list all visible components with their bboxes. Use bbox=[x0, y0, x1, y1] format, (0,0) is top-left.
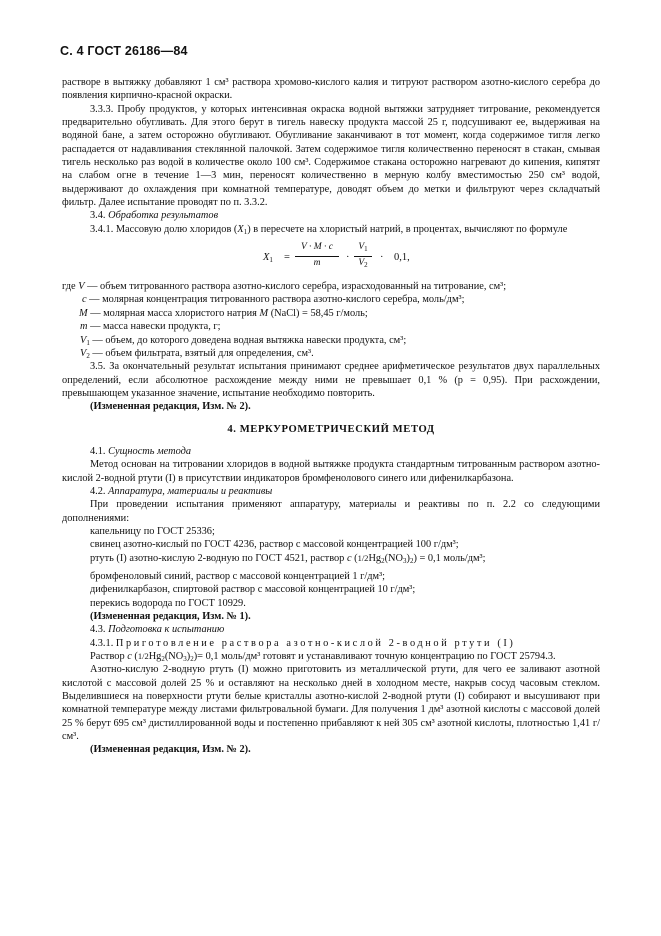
paragraph-3-3-3: 3.3.3. Пробу продуктов, у которых интенсивная окраска водной вытяжки затрудняет титрование, рекомендуется предварительно обугливать. Для этого берут в тигель навеску продукта массой 25 г, подсушивают ее, выдерживая на водяной бане, а затем осторожно обугливают. Обугливание заканчивают в тот момент, когда содержимое тигля легко распадается от надавливания стеклянной палочкой. Затем содержимое тигля количественно переносят в стакан, смывая тигель несколько раз водой в количестве около 100 см³. Содержимое стакана осторожно нагревают до кипения, кипятят на слабом огне в течение 1—3 мин, переносят количественно в мерную колбу вместимостью 250 см³ водой, выдерживают до охлаждения при комнатной температуре, доводят объем до метки и фильтруют через складчатый фильтр. Далее испытание проводят по п. 3.3.2. bbox=[62, 103, 600, 209]
legend-m bbox=[62, 320, 600, 333]
spaced-heading: Приготовление раствора азотно-кислой 2-водной ртути (I) bbox=[115, 637, 516, 649]
subscript: 1 bbox=[243, 227, 248, 236]
formula-dot-1: · bbox=[346, 252, 350, 264]
subheading-4-3 bbox=[62, 623, 600, 636]
document-body bbox=[62, 76, 600, 757]
legend-symbol: M bbox=[79, 307, 88, 319]
formula-denominator-1: m bbox=[313, 258, 321, 269]
subheading-3-4 bbox=[62, 209, 600, 222]
formula-denominator-2: $V_2$ bbox=[358, 258, 368, 270]
revision-note: (Измененная редакция, Изм. № 2). bbox=[90, 401, 251, 413]
legend-text: — объем, до которого доведена водная вытяжка навески продукта, см³; bbox=[89, 334, 407, 346]
list-item: бромфеноловый синий, раствор с массовой концентрацией 1 г/дм³; bbox=[90, 571, 386, 582]
subheading-number: 4.3. bbox=[90, 624, 106, 636]
subheading-4-2 bbox=[62, 485, 600, 498]
paragraph-4-1: Метод основан на титровании хлоридов в водной вытяжке продукта стандартным титрованным раствором азотно-кислой 2-водной ртути (I) в присутствии индикаторов бромфенолового синего или дифенилкарбазона. bbox=[62, 459, 600, 484]
formula-lhs: $X_1$ bbox=[263, 252, 273, 265]
legend-M bbox=[62, 307, 600, 320]
paragraph-4-3-1 bbox=[62, 637, 600, 650]
paragraph-4-3-1-preparation: Азотно-кислую 2-водную ртуть (I) можно приготовить из металлической ртути, для чего ее заливают азотной кислотой с массовой долей 25 % и оставляют на несколько дней в холодном месте, накрыв сосуд часовым стеклом. Выделившиеся на поверхности ртути белые кристаллы азотно-кислой 2-водной ртути (I) собирают и высушивают при комнатной температуре между листами фильтровальной бумаги. Для получения 1 дм³ азотной кислоты с массовой долей 25 % берут 695 см³ дистиллированной воды и постепенно прибавляют к ней 305 см³ азотной кислоты, плотностью 1,41 г/см³. bbox=[62, 664, 600, 743]
legend-c bbox=[62, 293, 600, 306]
legend-v1 bbox=[62, 334, 600, 347]
legend-intro: где bbox=[62, 281, 76, 293]
list-item-mercury: ртуть (I) азотно-кислую 2-водную по ГОСТ 4521, раствор c $(1/2Hg_2(NO_3)_2) = 0,1$ моль/дм³; bbox=[90, 552, 486, 565]
formula-tail: 0,1, bbox=[394, 252, 410, 264]
legend-symbol-inline: M bbox=[259, 307, 269, 319]
subheading-4-1 bbox=[62, 445, 600, 458]
text-fragment: 3.4.1. Массовую долю хлоридов ( bbox=[90, 223, 238, 235]
text-fragment: ) в пересчете на хлористый натрий, в процентах, вычисляют по формуле bbox=[247, 223, 568, 235]
revision-note: (Измененная редакция, Изм. № 2). bbox=[90, 744, 251, 756]
legend-text: — объем титрованного раствора азотно-кислого серебра, израсходованный на титрование, см³; bbox=[84, 281, 507, 293]
list-item: дифенилкарбазон, спиртовой раствор с массовой концентрацией 10 г/дм³; bbox=[90, 584, 416, 596]
variable-x: X bbox=[237, 223, 244, 235]
list-item: свинец азотно-кислый по ГОСТ 4236, раствор с массовой концентрацией 100 г/дм³; bbox=[90, 539, 459, 551]
subscript: 2 bbox=[86, 351, 90, 360]
formula-equals: = bbox=[284, 252, 290, 264]
paragraph-3-5: 3.5. За окончательный результат испытания принимают среднее арифметическое результатов двух параллельных определений, если абсолютное расхождение между ними не превышает 0,1 % (p = 0,95). При расхождении, превышающем указанное значение, испытание необходимо повторить. bbox=[62, 361, 600, 399]
legend-symbol: c bbox=[82, 294, 87, 306]
paragraph-4-2: При проведении испытания применяют аппаратуру, материалы и реактивы по п. 2.2 со следующими дополнениями: bbox=[62, 499, 600, 524]
legend-text: — объем фильтрата, взятый для определения, см³. bbox=[89, 347, 314, 359]
formula-x1 bbox=[62, 240, 600, 274]
subheading-title: Подготовка к испытанию bbox=[108, 624, 225, 636]
section-title-4: 4. МЕРКУРОМЕТРИЧЕСКИЙ МЕТОД bbox=[227, 423, 435, 435]
subheading-number: 4.1. bbox=[90, 445, 106, 457]
legend-text: — масса навески продукта, г; bbox=[87, 321, 221, 333]
legend-text: — молярная масса хлористого натрия bbox=[87, 307, 260, 319]
legend-symbol: V bbox=[80, 334, 87, 346]
legend-text: (NaCl) = 58,45 г/моль; bbox=[268, 307, 368, 319]
subheading-number: 3.4. bbox=[90, 210, 106, 222]
legend-symbol: m bbox=[80, 321, 88, 333]
legend-symbol: V bbox=[78, 281, 85, 293]
paragraph-3-4-1 bbox=[62, 223, 600, 236]
formula-numerator-1: V · M · c bbox=[300, 242, 333, 253]
legend-text: — молярная концентрация титрованного раствора азотно-кислого серебра, моль/дм³; bbox=[86, 294, 465, 306]
paragraph-4-3-1-solution: Раствор c $(1/2Hg_2(NO_3)_2)= 0,1$ моль/дм³ готовят и устанавливают точную концентрацию по ГОСТ 25794.3. bbox=[90, 651, 556, 664]
legend-v bbox=[62, 280, 600, 293]
subheading-title: Обработка результатов bbox=[108, 210, 219, 222]
subheading-title: Аппаратура, материалы и реактивы bbox=[108, 485, 273, 497]
formula-numerator-2: $V_1$ bbox=[358, 242, 368, 254]
legend-v2 bbox=[62, 347, 600, 360]
subheading-number: 4.2. bbox=[90, 485, 106, 497]
page-header: С. 4 ГОСТ 26186—84 bbox=[60, 44, 188, 58]
list-item: капельницу по ГОСТ 25336; bbox=[90, 525, 215, 537]
paragraph-continuation: растворе в вытяжку добавляют 1 см³ раствора хромово-кислого калия и титруют раствором азотно-кислого серебра до появления кирпично-красной окраски. bbox=[62, 77, 600, 102]
list-item: перекись водорода по ГОСТ 10929. bbox=[90, 597, 246, 609]
formula-dot-2: · bbox=[380, 252, 384, 264]
legend-symbol: V bbox=[80, 347, 87, 359]
subscript: 1 bbox=[86, 338, 90, 347]
subheading-title: Сущность метода bbox=[108, 445, 192, 457]
clause-number: 4.3.1. bbox=[90, 637, 114, 649]
revision-note: (Измененная редакция, Изм. № 1). bbox=[90, 611, 251, 623]
